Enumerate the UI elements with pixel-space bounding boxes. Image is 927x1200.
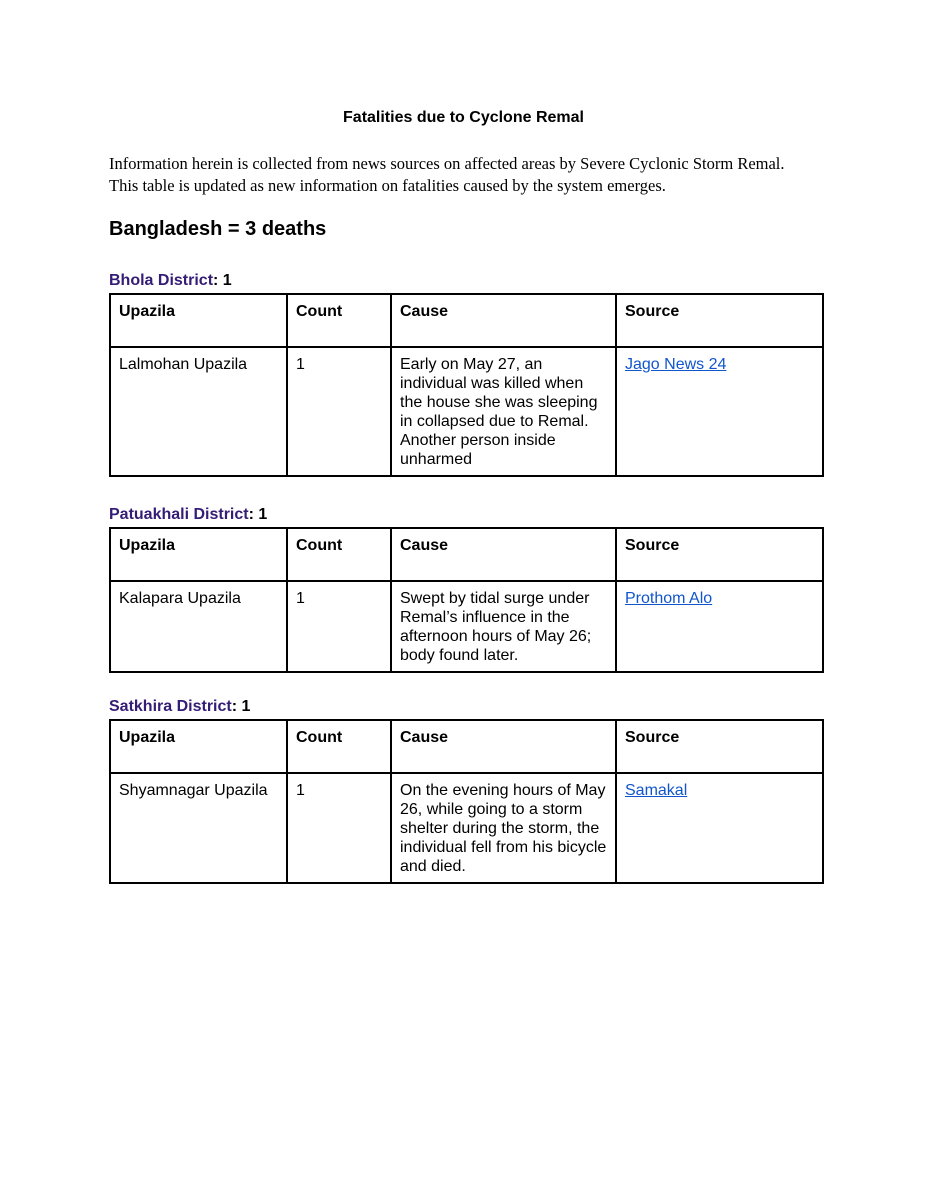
- district-name: Satkhira District: [109, 698, 232, 715]
- district-count: : 1: [213, 272, 232, 289]
- source-link-jago-news-24[interactable]: Jago News 24: [625, 356, 727, 373]
- source-link-prothom-alo[interactable]: Prothom Alo: [625, 590, 713, 607]
- cell-source: [616, 581, 823, 672]
- cell-count: 1: [287, 581, 391, 672]
- table-header-row: [110, 528, 823, 581]
- intro-paragraph: [109, 153, 829, 197]
- header-source: Source: [616, 294, 823, 347]
- district-name: Patuakhali District: [109, 506, 249, 523]
- header-cause: Cause: [391, 528, 616, 581]
- fatalities-table-patuakhali: [109, 527, 824, 673]
- intro-line-2: This table is updated as new information on fatalities caused by the system emerges.: [109, 176, 666, 195]
- cell-upazila: Shyamnagar Upazila: [110, 773, 287, 883]
- header-count: Count: [287, 294, 391, 347]
- district-count: : 1: [231, 698, 251, 715]
- cell-cause: Swept by tidal surge under Remal’s influence in the afternoon hours of May 26; body found later.: [391, 581, 616, 672]
- table-header-row: [110, 294, 823, 347]
- cell-upazila: Lalmohan Upazila: [110, 347, 287, 476]
- fatalities-table-bhola: [109, 293, 824, 477]
- intro-line-1: Information herein is collected from news sources on affected areas by Severe Cyclonic Storm Remal.: [109, 154, 785, 173]
- table-row: [110, 581, 823, 672]
- source-link-samakal[interactable]: Samakal: [625, 782, 688, 799]
- header-upazila: Upazila: [110, 720, 287, 773]
- header-upazila: Upazila: [110, 294, 287, 347]
- cell-count: 1: [287, 347, 391, 476]
- district-count: : 1: [248, 506, 268, 523]
- header-cause: Cause: [391, 720, 616, 773]
- cell-source: [616, 347, 823, 476]
- table-row: [110, 773, 823, 883]
- header-count: Count: [287, 528, 391, 581]
- header-count: Count: [287, 720, 391, 773]
- cell-cause: Early on May 27, an individual was killed when the house she was sleeping in collapsed due to Remal. Another person inside unharmed: [391, 347, 616, 476]
- district-name: Bhola District: [109, 272, 214, 289]
- cell-source: [616, 773, 823, 883]
- cell-upazila: Kalapara Upazila: [110, 581, 287, 672]
- header-source: Source: [616, 720, 823, 773]
- page-title: Fatalities due to Cyclone Remal: [343, 109, 584, 126]
- district-heading-satkhira: [109, 698, 250, 716]
- header-upazila: Upazila: [110, 528, 287, 581]
- header-source: Source: [616, 528, 823, 581]
- cell-cause: On the evening hours of May 26, while going to a storm shelter during the storm, the individual fell from his bicycle and died.: [391, 773, 616, 883]
- country-heading: Bangladesh = 3 deaths: [109, 218, 327, 240]
- table-header-row: [110, 720, 823, 773]
- fatalities-table-satkhira: [109, 719, 824, 884]
- table-row: [110, 347, 823, 476]
- cell-count: 1: [287, 773, 391, 883]
- header-cause: Cause: [391, 294, 616, 347]
- district-heading-bhola: [109, 272, 232, 290]
- district-heading-patuakhali: [109, 506, 267, 524]
